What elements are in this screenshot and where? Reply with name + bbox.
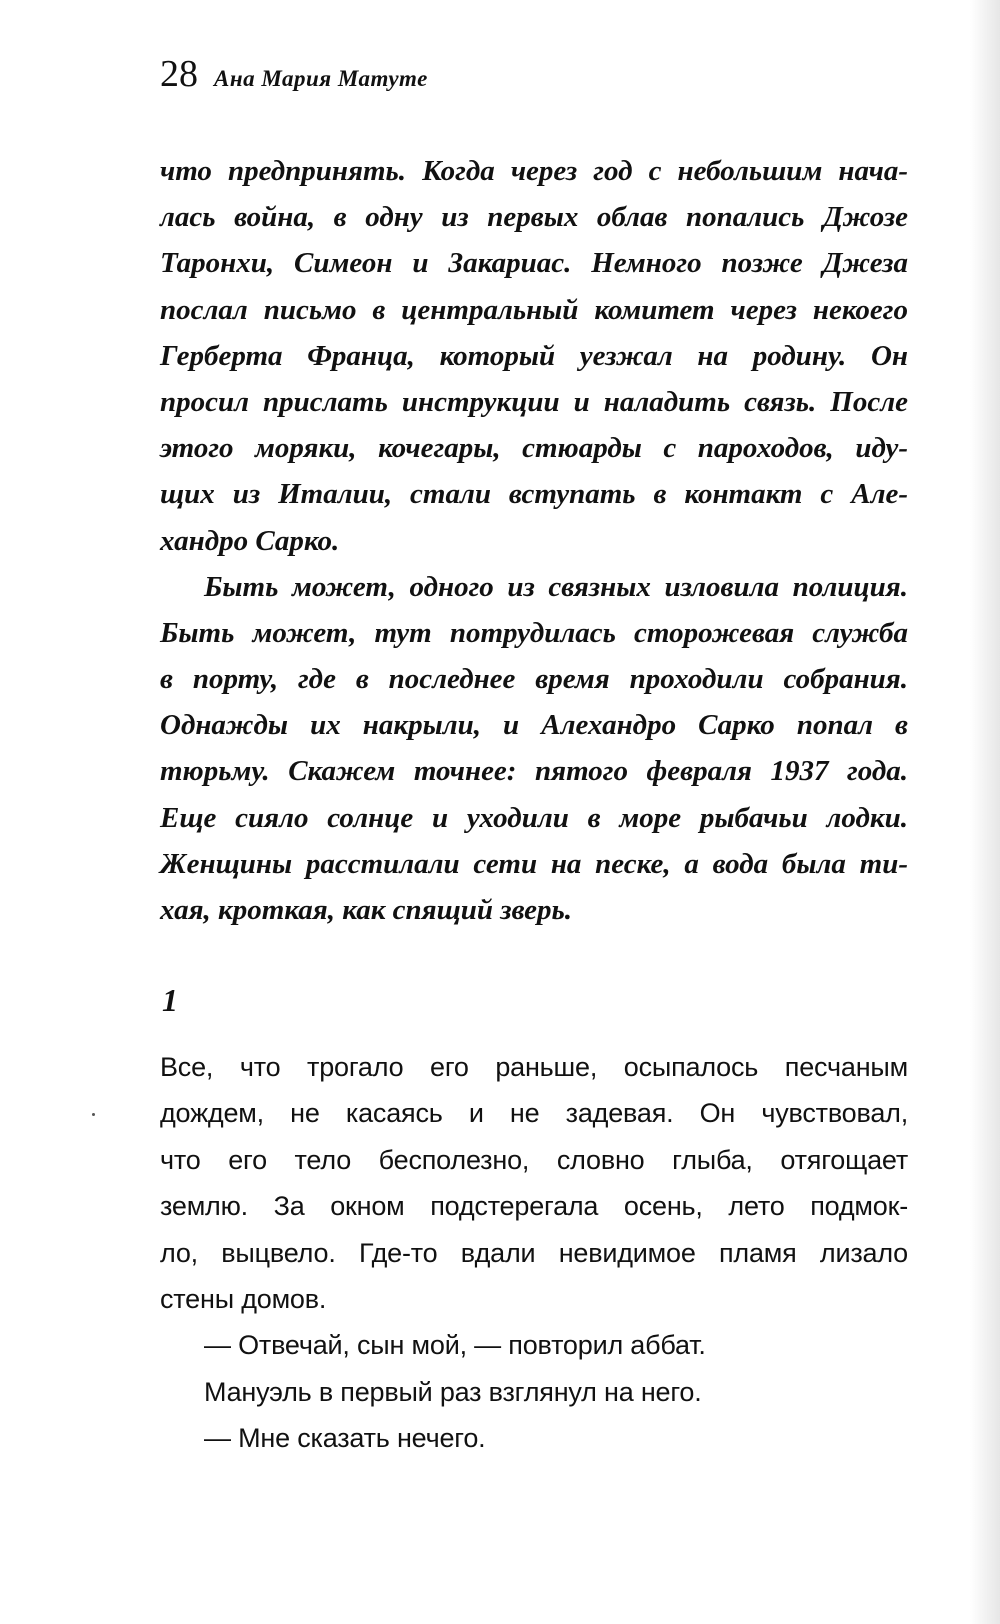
- text-line: что его тело бесполезно, словно глыба, отягощает: [160, 1144, 908, 1175]
- page-number: 28: [160, 53, 198, 95]
- text-line: Все, что трогало его раньше, осыпалось песчаным: [160, 1052, 908, 1082]
- text-line: ло, выцвело. Где-то вдали невидимое пламя лизало: [160, 1237, 908, 1268]
- text-line: Таронхи, Симеон и Закариас. Немного позже Джеза: [160, 247, 908, 280]
- text-line: Еще сияло солнце и уходили в море рыбачьи лодки.: [160, 801, 908, 834]
- text-line: хандро Сарко.: [160, 524, 340, 557]
- text-line: Быть может, тут потрудилась сторожевая служба: [160, 616, 908, 649]
- text-line: дождем, не касаясь и не задевая. Он чувствовал,: [160, 1098, 908, 1129]
- running-head-author: Ана Мария Матуте: [214, 66, 428, 91]
- page-edge-shadow: [970, 0, 1000, 1624]
- text-line: Быть может, одного из связных изловила полиция.: [204, 570, 908, 603]
- text-line: Однажды их накрыли, и Алехандро Сарко попал в: [160, 709, 908, 742]
- text-line: стены домов.: [160, 1283, 327, 1314]
- chapter-number: 1: [162, 982, 178, 1018]
- text-line: щих из Италии, стали вступать в контакт с Але-: [160, 478, 908, 511]
- running-head: [160, 52, 428, 102]
- text-line: послал письмо в центральный комитет через некоего: [160, 293, 908, 326]
- text-line: Герберта Франца, который уезжал на родину. Он: [160, 339, 908, 372]
- scan-speck: [92, 1113, 95, 1116]
- text-line: лась война, в одну из первых облав попались Джозе: [160, 201, 908, 234]
- text-line: хая, кроткая, как спящий зверь.: [160, 894, 573, 926]
- text-line: землю. За окном подстерегала осень, лето подмок-: [160, 1191, 908, 1222]
- dialogue-line: — Отвечай, сын мой, — повторил аббат.: [204, 1330, 706, 1361]
- text-line: этого моряки, кочегары, стюарды с пароходов, иду-: [160, 432, 908, 465]
- text-line: в порту, где в последнее время проходили собрания.: [160, 663, 908, 696]
- italic-passage: [160, 148, 908, 933]
- text-line: просил прислать инструкции и наладить связь. После: [160, 385, 908, 418]
- text-line: Мануэль в первый раз взглянул на него.: [204, 1376, 702, 1407]
- body-passage: [160, 1044, 908, 1462]
- text-line: что предпринять. Когда через год с небольшим нача-: [160, 155, 908, 187]
- dialogue-line: — Мне сказать нечего.: [204, 1423, 486, 1454]
- text-line: тюрьму. Скажем точнее: пятого февраля 1937 года.: [160, 755, 908, 788]
- text-line: Женщины расстилали сети на песке, а вода была ти-: [160, 847, 908, 880]
